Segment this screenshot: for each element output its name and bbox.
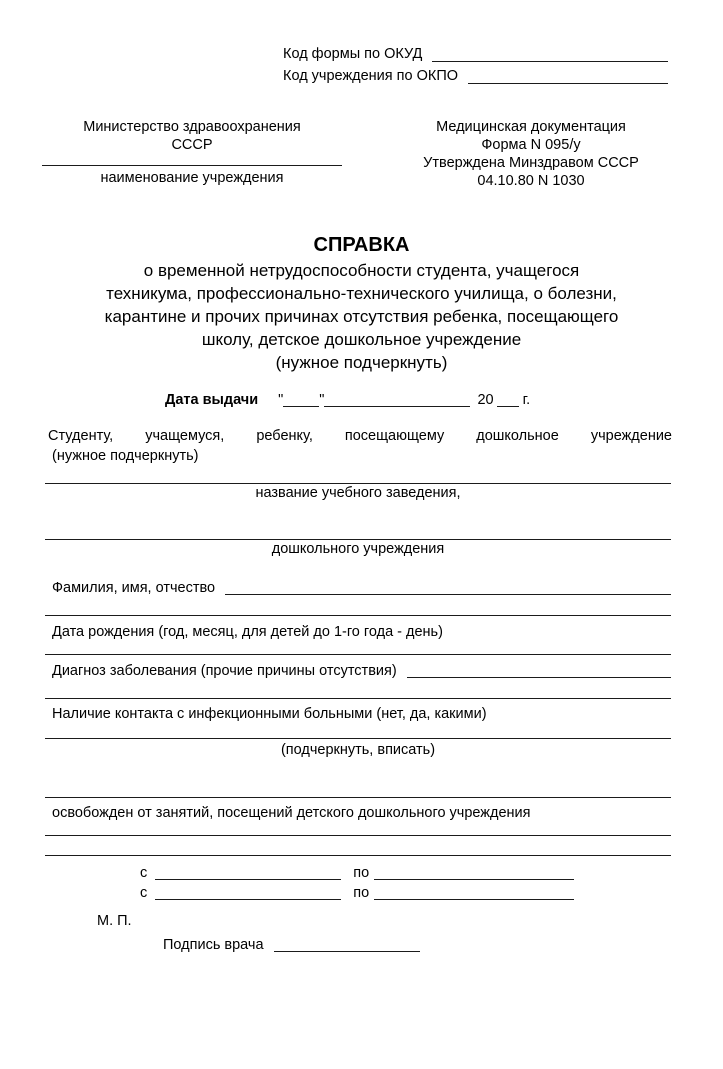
birth-writing-line [45,654,671,655]
year-blank [497,391,519,407]
recipient-word: ребенку, [256,428,313,444]
okpo-blank-line [468,68,668,84]
okpo-row [283,67,668,86]
ministry-line1: Министерство здравоохранения [83,119,301,135]
certificate-page [0,45,723,1069]
period-to-label: по [353,865,370,881]
underline-instruction-note: (нужное подчеркнуть) [275,353,448,372]
released-label: освобожден от занятий, посещений детского дошкольного учреждения [52,805,531,821]
released-writing-line-1 [45,835,671,836]
period-to-blank [374,864,574,880]
issue-date-row [165,391,723,409]
doc-info-line3: Утверждена Минздравом СССР [423,155,639,171]
org-header [42,118,672,190]
doc-info-line1: Медицинская документация [436,119,626,135]
institution-name-line [42,165,342,166]
issue-date-label: Дата выдачи [165,392,259,408]
contact-note: (подчеркнуть, вписать) [280,742,436,758]
okud-label: Код формы по ОКУД [283,46,423,62]
doc-info-line2: Форма N 095/у [481,137,581,153]
form-title: СПРАВКА [313,234,410,256]
ministry-block [42,118,342,190]
stamp-label: М. П. [97,913,132,929]
school-name-line [45,483,671,484]
codes-block [283,45,668,86]
diagnosis-row [52,662,671,680]
signature-row [163,936,723,954]
diagnosis-blank-line [407,662,671,678]
close-quote: " [319,392,325,408]
okud-row [283,45,668,64]
period-row-2 [140,884,723,902]
period-row-1 [140,864,723,882]
month-blank [324,391,470,407]
period-to-blank [374,884,574,900]
preschool-name-line [45,539,671,540]
subtitle-line-2: техникума, профессионально-технического училища, о болезни, [106,284,617,303]
subtitle-line-4: школу, детское дошкольное учреждение [201,330,522,349]
subtitle-line-3: карантине и прочих причинах отсутствия ребенка, посещающего [104,307,619,326]
recipient-word: учащемуся, [145,428,225,444]
subtitle-line-1: о временной нетрудоспособности студента, учащегося [143,261,580,280]
day-blank [283,391,319,407]
year-suffix: г. [522,392,531,408]
period-from-blank [155,884,341,900]
diagnosis-writing-line [45,698,671,699]
okud-blank-line [432,46,668,62]
fio-extra-writing-line [45,615,671,616]
doc-info-block [390,118,672,190]
year-century: 20 [477,392,494,408]
fio-blank-line [225,579,671,595]
preschool-name-caption: дошкольного учреждения [271,541,445,557]
school-name-caption: название учебного заведения, [255,485,461,501]
contact-writing-line [45,738,671,739]
period-from-label: с [140,885,148,901]
recipient-word: дошкольное [476,428,559,444]
period-from-blank [155,864,341,880]
diagnosis-label: Диагноз заболевания (прочие причины отсутствия) [52,663,397,679]
recipient-note: (нужное подчеркнуть) [52,448,199,464]
recipient-word: Студенту, [48,428,114,444]
fio-label: Фамилия, имя, отчество [52,580,216,596]
ministry-line2: СССР [171,137,213,153]
okpo-label: Код учреждения по ОКПО [283,68,459,84]
recipient-row [48,428,672,445]
recipient-word: посещающему [344,428,445,444]
period-to-label: по [353,885,370,901]
institution-caption: наименование учреждения [100,170,284,186]
birth-label: Дата рождения (год, месяц, для детей до 1-го года - день) [52,624,443,640]
fio-row [52,579,671,597]
form-subtitle [0,259,723,374]
signature-label: Подпись врача [163,937,264,953]
contact-extra-writing-line [45,797,671,798]
doc-info-line4: 04.10.80 N 1030 [477,173,585,189]
released-writing-line-2 [45,855,671,856]
open-quote: " [278,392,284,408]
contact-label: Наличие контакта с инфекционными больными (нет, да, какими) [52,706,487,722]
recipient-word: учреждение [590,428,672,444]
period-from-label: с [140,865,148,881]
signature-blank-line [274,936,420,952]
